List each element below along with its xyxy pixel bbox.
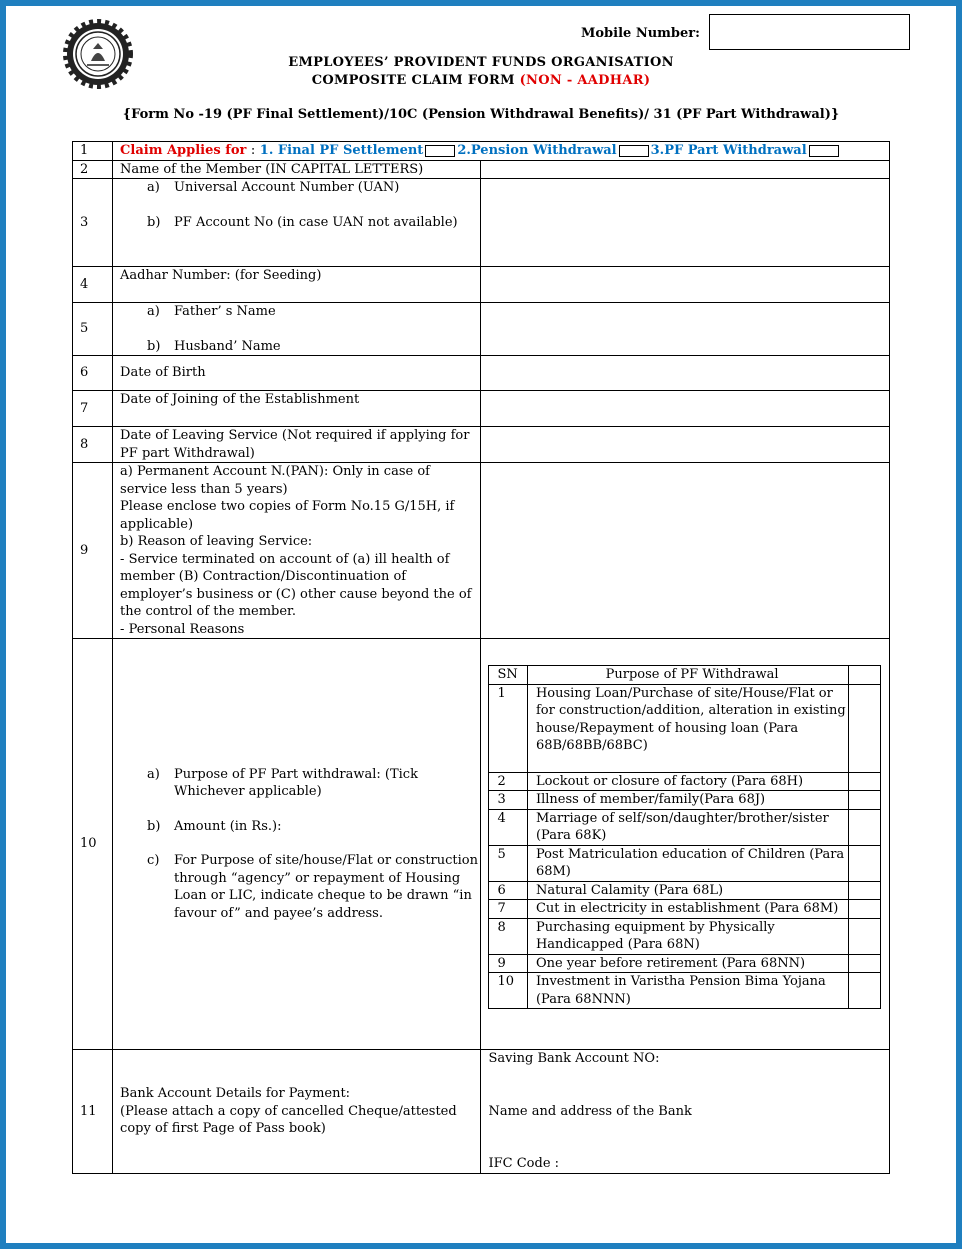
purpose-sn: 8 bbox=[489, 918, 527, 954]
uan-label-cell bbox=[113, 179, 481, 267]
purpose-tick-box[interactable] bbox=[849, 954, 881, 973]
bank-name-address-label: Name and address of the Bank bbox=[488, 1103, 692, 1119]
pan-reason-label-cell bbox=[113, 463, 481, 639]
purpose-tick-box[interactable] bbox=[849, 881, 881, 900]
ifc-code-label: IFC Code : bbox=[488, 1156, 560, 1171]
purpose-text: Natural Calamity (Para 68L) bbox=[527, 881, 848, 900]
mobile-number-label: Mobile Number: bbox=[581, 26, 700, 41]
purpose-tick-box[interactable] bbox=[849, 900, 881, 919]
row-bank-details bbox=[73, 1050, 890, 1174]
purpose-table-header bbox=[489, 666, 881, 685]
table-row bbox=[489, 684, 881, 772]
purpose-tick-box[interactable] bbox=[849, 684, 881, 772]
row-number: 7 bbox=[73, 391, 113, 427]
form-title bbox=[6, 73, 956, 88]
row-number: 2 bbox=[73, 160, 113, 179]
purpose-sn: 9 bbox=[489, 954, 527, 973]
row-dol bbox=[73, 427, 890, 463]
purpose-text: Post Matriculation education of Children (Para 68M) bbox=[527, 845, 848, 881]
purpose-sn: 5 bbox=[489, 845, 527, 881]
purpose-sn: 2 bbox=[489, 772, 527, 791]
purpose-sn: 3 bbox=[489, 791, 527, 810]
table-row bbox=[489, 791, 881, 810]
father-name-label: Father’ s Name bbox=[174, 304, 276, 319]
uan-input[interactable] bbox=[481, 179, 890, 267]
sub-key: a) bbox=[147, 766, 160, 782]
claim-applies-sep: : bbox=[250, 143, 256, 158]
sub-key: a) bbox=[147, 180, 160, 195]
form-title-text: COMPOSITE CLAIM FORM bbox=[311, 73, 520, 88]
amount-label: Amount (in Rs.): bbox=[174, 818, 282, 834]
row-claim-applies bbox=[73, 142, 890, 161]
purpose-text: Marriage of self/son/daughter/brother/sister (Para 68K) bbox=[527, 809, 848, 845]
uan-label: Universal Account Number (UAN) bbox=[174, 180, 400, 195]
reason-heading: b) Reason of leaving Service: bbox=[120, 534, 313, 549]
bank-attach-note: (Please attach a copy of cancelled Cheque/attested copy of first Page of Pass book) bbox=[120, 1103, 457, 1136]
claim-form-table bbox=[72, 141, 890, 1174]
table-row bbox=[489, 772, 881, 791]
pf-account-label: PF Account No (in case UAN not available) bbox=[174, 214, 458, 230]
member-name-input[interactable] bbox=[481, 160, 890, 179]
member-name-label: Name of the Member (IN CAPITAL LETTERS) bbox=[113, 160, 481, 179]
row-number: 1 bbox=[73, 142, 113, 161]
pan-label: a) Permanent Account N.(PAN): Only in case of service less than 5 years) bbox=[120, 464, 430, 497]
option-pension-withdrawal: 2.Pension Withdrawal bbox=[457, 143, 617, 158]
row-number: 9 bbox=[73, 463, 113, 639]
row-number: 11 bbox=[73, 1050, 113, 1174]
row-aadhar bbox=[73, 267, 890, 303]
sub-key: c) bbox=[147, 853, 160, 869]
pan-reason-input[interactable] bbox=[481, 463, 890, 639]
form-page bbox=[6, 6, 956, 1243]
bank-details-cell[interactable] bbox=[481, 1050, 890, 1174]
purpose-tick-box[interactable] bbox=[849, 772, 881, 791]
husband-name-label: Husband’ Name bbox=[174, 338, 281, 354]
table-row bbox=[489, 881, 881, 900]
table-row bbox=[489, 954, 881, 973]
header-tick bbox=[849, 666, 881, 685]
doj-input[interactable] bbox=[481, 391, 890, 427]
purpose-tick-box[interactable] bbox=[849, 791, 881, 810]
row-number: 8 bbox=[73, 427, 113, 463]
aadhar-input[interactable] bbox=[481, 267, 890, 303]
father-husband-label-cell bbox=[113, 303, 481, 356]
purpose-tick-box[interactable] bbox=[849, 973, 881, 1009]
form-title-highlight: (NON - AADHAR) bbox=[519, 73, 651, 88]
purpose-sn: 6 bbox=[489, 881, 527, 900]
claim-applies-cell bbox=[113, 142, 890, 161]
part-withdrawal-label-cell bbox=[113, 639, 481, 1050]
purpose-text: Investment in Varistha Pension Bima Yojana (Para 68NNN) bbox=[527, 973, 848, 1009]
row-father-husband bbox=[73, 303, 890, 356]
cheque-favour-label: For Purpose of site/house/Flat or construction through “agency” or repayment of Housing Loan or LIC, indicate cheque to be drawn “in favour of” and payee’s address. bbox=[174, 853, 479, 921]
dol-label: Date of Leaving Service (Not required if applying for PF part Withdrawal) bbox=[113, 427, 481, 463]
part-withdrawal-checkbox[interactable] bbox=[809, 145, 839, 157]
purpose-sn: 7 bbox=[489, 900, 527, 919]
sub-key: b) bbox=[147, 818, 161, 834]
row-member-name bbox=[73, 160, 890, 179]
bank-details-label: Bank Account Details for Payment: bbox=[120, 1086, 351, 1101]
form-numbers: {Form No -19 (PF Final Settlement)/10C (Pension Withdrawal Benefits)/ 31 (PF Part Withdrawal)} bbox=[122, 107, 840, 122]
purpose-text: Housing Loan/Purchase of site/House/Flat or for construction/addition, alteration in existing house/Repayment of housing loan (Para 68B/68BB/68BC) bbox=[527, 684, 848, 772]
row-number: 3 bbox=[73, 179, 113, 267]
option-final-settlement: 1. Final PF Settlement bbox=[255, 143, 424, 158]
header-purpose: Purpose of PF Withdrawal bbox=[527, 666, 848, 685]
purpose-text: Cut in electricity in establishment (Para 68M) bbox=[527, 900, 848, 919]
purpose-sn: 4 bbox=[489, 809, 527, 845]
saving-account-label: Saving Bank Account NO: bbox=[488, 1051, 660, 1066]
dol-input[interactable] bbox=[481, 427, 890, 463]
row-number: 6 bbox=[73, 356, 113, 391]
reason-service-terminated: - Service terminated on account of (a) ill health of member (B) Contraction/Discontinuation of employer’s business or (C) other cause beyond the of the control of the member. bbox=[120, 551, 472, 619]
table-row bbox=[489, 918, 881, 954]
table-row bbox=[489, 809, 881, 845]
row-number: 10 bbox=[73, 639, 113, 1050]
table-row bbox=[489, 973, 881, 1009]
mobile-number-input[interactable] bbox=[709, 14, 910, 50]
row-pan-reason bbox=[73, 463, 890, 639]
aadhar-label: Aadhar Number: (for Seeding) bbox=[113, 267, 481, 303]
row-number: 4 bbox=[73, 267, 113, 303]
purpose-sn: 10 bbox=[489, 973, 527, 1009]
option-part-withdrawal: 3.PF Part Withdrawal bbox=[650, 143, 807, 158]
reason-personal: - Personal Reasons bbox=[120, 621, 245, 637]
row-number: 5 bbox=[73, 303, 113, 356]
purpose-text: Purchasing equipment by Physically Handicapped (Para 68N) bbox=[527, 918, 848, 954]
pension-withdrawal-checkbox[interactable] bbox=[619, 145, 649, 157]
form15g-note: Please enclose two copies of Form No.15 G/15H, if applicable) bbox=[120, 499, 455, 532]
header-sn: SN bbox=[489, 666, 527, 685]
sub-key: a) bbox=[147, 304, 160, 319]
row-uan bbox=[73, 179, 890, 267]
purpose-label: Purpose of PF Part withdrawal: (Tick Whichever applicable) bbox=[174, 766, 418, 800]
claim-applies-label: Claim Applies for bbox=[120, 143, 247, 158]
sub-key: b) bbox=[147, 214, 161, 230]
table-row bbox=[489, 845, 881, 881]
bank-label-cell bbox=[113, 1050, 481, 1174]
row-dob bbox=[73, 356, 890, 391]
sub-key: b) bbox=[147, 338, 161, 354]
dob-input[interactable] bbox=[481, 356, 890, 391]
father-husband-input[interactable] bbox=[481, 303, 890, 356]
purpose-tick-box[interactable] bbox=[849, 809, 881, 845]
purpose-tick-box[interactable] bbox=[849, 845, 881, 881]
row-doj bbox=[73, 391, 890, 427]
doj-label: Date of Joining of the Establishment bbox=[113, 391, 481, 427]
org-name: EMPLOYEES’ PROVIDENT FUNDS ORGANISATION bbox=[288, 55, 674, 70]
purpose-text: One year before retirement (Para 68NN) bbox=[527, 954, 848, 973]
table-row bbox=[489, 900, 881, 919]
purpose-text: Lockout or closure of factory (Para 68H) bbox=[527, 772, 848, 791]
purpose-table-cell bbox=[481, 639, 890, 1050]
purpose-sn: 1 bbox=[489, 684, 527, 772]
row-part-withdrawal bbox=[73, 639, 890, 1050]
dob-label: Date of Birth bbox=[113, 356, 481, 391]
purpose-table bbox=[488, 665, 881, 1009]
purpose-tick-box[interactable] bbox=[849, 918, 881, 954]
final-settlement-checkbox[interactable] bbox=[425, 145, 455, 157]
purpose-text: Illness of member/family(Para 68J) bbox=[527, 791, 848, 810]
